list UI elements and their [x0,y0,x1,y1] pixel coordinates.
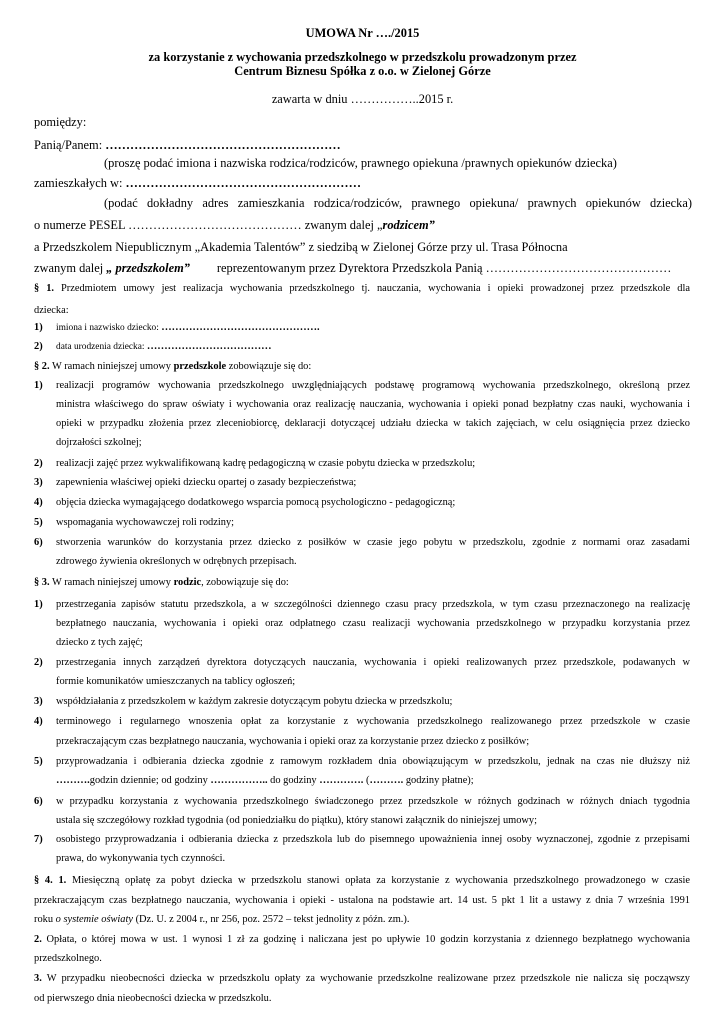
birthdate-row [56,341,272,353]
s3-item-6-num: 6) [34,796,43,807]
s3-item-3-text: współdziałania z przedszkolem w każdym zakresie dotyczącym pobytu dziecka w przedszkolu; [56,696,453,707]
s3-item-3-num: 3) [34,696,43,707]
section-3-intro-end: , zobowiązuje się do: [201,577,289,588]
s3-item-1-num: 1) [34,599,43,610]
between-label: pomiędzy: [34,115,87,129]
section-4-text-3c: (Dz. U. z 2004 r., nr 256, poz. 2572 – tekst jednolity z późn. zm.). [133,914,410,925]
section-2-sign: § 2. [34,361,50,372]
s2-item-3-text: zapewnienia właściwej opieki dziecku opartej o zasady bezpieczeństwa; [56,477,357,488]
address-field[interactable]: ………………………………………………… [125,176,361,190]
birthdate-field[interactable]: ……………………………… [146,341,272,352]
hours-text-4: godziny płatne); [403,775,474,786]
s2-item-1-line-3: opieki w przypadku złożenia przez zleceniobiorcę, deklaracji dotyczącej udziału dziecka w takich zajęciach, w celu osiągnięcia przez dziecko [56,418,690,429]
s3-item-2-line-2: formie komunikatów umieszczanych na tablicy ogłoszeń; [56,676,296,687]
section-1-sign: § 1. [34,283,54,294]
section-1-line-2: dziecka: [34,305,69,316]
s2-item-5-text: wspomagania wychowawczej roli rodziny; [56,517,235,528]
contract-title: UMOWA Nr …./2015 [305,26,420,40]
section-4-line-1 [34,875,690,887]
section-4-p3-line-2: od pierwszego dnia nieobecności dziecka w przedszkolu. [34,993,272,1004]
preschool-line: a Przedszkolem Niepublicznym „Akademia Talentów” z siedzibą w Zielonej Górze przy ul. Trasa Północna [34,240,568,254]
s2-item-3-num: 3) [34,477,43,488]
child-name-row [56,322,320,334]
s3-item-7-line-2: prawa, do wykonywania tych czynności. [56,853,226,864]
section-4-p2-line-1 [34,934,690,946]
contract-subtitle-line-1: za korzystanie z wychowania przedszkolnego w przedszkolu prowadzonym przez [148,50,577,64]
to-hour-field[interactable]: …………. [319,775,364,786]
contract-date-line: zawarta w dniu ……………..2015 r. [271,92,454,106]
s2-item-1-num: 1) [34,380,43,391]
section-4-p3-line-1 [34,973,690,985]
s2-item-1-line-1: realizacji programów wychowania przedszkolnego uwzględniających podstawę programową wychowania przedszkolnego, określoną przez [56,380,690,391]
section-4-p3-num: 3. [34,973,42,984]
pesel-line [34,218,435,232]
s3-item-5-line-2 [56,775,474,787]
section-4-p2-text: Opłata, o której mowa w ust. 1 wynosi 1 zł za godzinę i naliczana jest po upływie 10 godzin korzystania z dziennego bezpłatnego wychowania [41,934,690,945]
s3-item-1-line-2: bezpłatnego nauczania, wychowania i opieki oraz odpłatnego czasu realizacji wychowania przedszkolnego w przypadku korzystania przez [56,618,690,629]
s3-item-7-num: 7) [34,834,43,845]
s1-item-2-num: 2) [34,341,43,352]
s2-item-1-line-4: dojrzałości szkolnej; [56,437,142,448]
pesel-text: o numerze PESEL …………………………………… zwanym dalej „ [34,218,383,232]
s3-item-2-line-1: przestrzegania innych zarządzeń dyrektora dotyczących nauczania, wychowania i opieki realizowanych przez przedszkole, podawanych w [56,657,690,668]
parent-term: rodzicem” [382,218,435,232]
parent-name-hint: (proszę podać imiona i nazwiska rodzica/rodziców, prawnego opiekuna /prawnych opiekunów dziecka) [104,156,617,170]
contract-subtitle-line-2: Centrum Biznesu Spółka z o.o. w Zielonej Górze [234,64,491,78]
section-2-subject: przedszkole [173,361,227,372]
parent-name-label: Panią/Panem: [34,138,103,152]
act-title: o systemie oświaty [55,914,133,925]
s3-item-4-line-2: przekraczającym czas bezpłatnego nauczania, wychowania i opieki oraz za korzystanie przez dziecko z posiłków; [56,736,530,747]
s3-item-5-line-1: przyprowadzania i odbierania dziecka zgodnie z ramowym rozkładem dnia obowiązującym w przedszkolu, jednak na czas nie dłuższy niż [56,756,690,767]
s2-item-6-line-2: zdrowego żywienia określonych w odrębnych przepisach. [56,556,297,567]
section-2-intro-end: zobowiązuje się do: [226,361,312,372]
section-2-intro-text: W ramach niniejszej umowy [49,361,174,372]
section-4-text-3a: roku [34,914,56,925]
child-name-field[interactable]: ………………………………………. [161,322,320,333]
hours-text-1: godzin dziennie; od godziny [89,775,211,786]
s3-item-7-line-1: osobistego przyprowadzania i odbierania dziecka z przedszkola lub do pisemnego upoważnienia innej osoby wyznaczonej, zgodnie z przepisami [56,834,690,845]
address-label: zamieszkałych w: [34,176,123,190]
section-3-intro [34,577,289,589]
parent-name-field[interactable]: ………………………………………………… [105,138,341,152]
hours-text-2: do godziny [267,775,320,786]
address-row [34,176,361,190]
section-1-line-1 [34,283,690,295]
s2-item-2-num: 2) [34,458,43,469]
preschool-term: „ przedszkolem” [106,261,190,275]
s3-item-6-line-2: ustala się szczegółowy rozkład tygodnia (od poniedziałku do piątku), który stanowi załącznik do niniejszej umowy; [56,815,538,826]
section-4-p3-text: W przypadku nieobecności dziecka w przedszkolu opłaty za wychowanie przedszkolne realizowane przez przedszkole nie nalicza się począwszy [41,973,690,984]
s3-item-4-line-1: terminowego i regularnego wnoszenia opłat za korzystanie z wychowania przedszkolnego realizowanego przez przedszkole w czasie [56,716,690,727]
s2-item-4-num: 4) [34,497,43,508]
section-4-line-2: przekraczającym czas bezpłatnego nauczania, wychowania i opieki - ustalona na podstawie art. 14 ust. 5 pkt 1 lit a ustawy z dnia 7 września 1991 [34,895,690,906]
s2-item-6-line-1: stworzenia warunków do korzystania przez dziecko z posiłków w czasie jego pobytu w przedszkolu, zgodnie z normami oraz zasadami [56,537,690,548]
section-3-sign: § 3. [34,577,50,588]
from-hour-field[interactable]: …………….. [210,775,268,786]
director-text: reprezentowanym przez Dyrektora Przedszkola Panią ……………………………………… [216,261,672,275]
s3-item-4-num: 4) [34,716,43,727]
s2-item-4-text: objęcia dziecka wymagającego dodatkowego wsparcia pomocą psychologiczno - pedagogiczną; [56,497,456,508]
s3-item-6-line-1: w przypadku korzystania z wychowania przedszkolnego świadczonego przez przedszkole w różnych godzinach w różnych dniach tygodnia [56,796,690,807]
s2-item-2-text: realizacji zajęć przez wykwalifikowaną kadrę pedagogiczną w czasie pobytu dziecka w przedszkolu; [56,458,476,469]
child-name-label: imiona i nazwisko dziecko: [56,323,162,333]
paid-hours-field[interactable]: ………. [369,775,404,786]
s3-item-2-num: 2) [34,657,43,668]
address-hint: (podać dokładny adres zamieszkania rodzica/rodziców, prawnego opiekuna/ prawnych opiekunów dziecka) [104,196,692,210]
s2-item-6-num: 6) [34,537,43,548]
s2-item-5-num: 5) [34,517,43,528]
s3-item-1-line-3: dziecko z tych zajęć; [56,637,143,648]
section-1-text: Przedmiotem umowy jest realizacja wychowania przedszkolnego tj. nauczania, wychowania i opieki prowadzonej przez przedszkole dla [54,283,690,294]
called-prefix: zwanym dalej [34,261,107,275]
s2-item-1-line-2: ministra właściwego do spraw oświaty i wychowania oraz realizację nauczania, wychowania i opieki ponad bezpłatny czas nauki, wychowania i [56,399,690,410]
birthdate-label: data urodzenia dziecka: [56,342,147,352]
hours-text-3: ( [363,775,370,786]
preschool-called-line [34,261,671,275]
section-3-intro-text: W ramach niniejszej umowy [49,577,174,588]
s3-item-1-line-1: przestrzegania zapisów statutu przedszkola, a w szczególności dziennego czasu pracy przedszkola, w tym czasu przeznaczonego na realizację [56,599,690,610]
s1-item-1-num: 1) [34,322,43,333]
section-4-text-1: Miesięczną opłatę za pobyt dziecka w przedszkolu stanowi opłata za korzystanie z wychowania przedszkolnego prowadzonego w czasie [66,875,691,886]
section-2-intro [34,361,311,373]
parent-name-row [34,138,341,152]
daily-hours-field[interactable]: ………. [56,775,90,786]
section-4-p2-line-2: przedszkolnego. [34,953,102,964]
s3-item-5-num: 5) [34,756,43,767]
section-4-sign: § 4. 1. [34,875,67,886]
section-4-p2-num: 2. [34,934,42,945]
section-3-subject: rodzic [173,577,202,588]
section-4-line-3 [34,914,409,926]
